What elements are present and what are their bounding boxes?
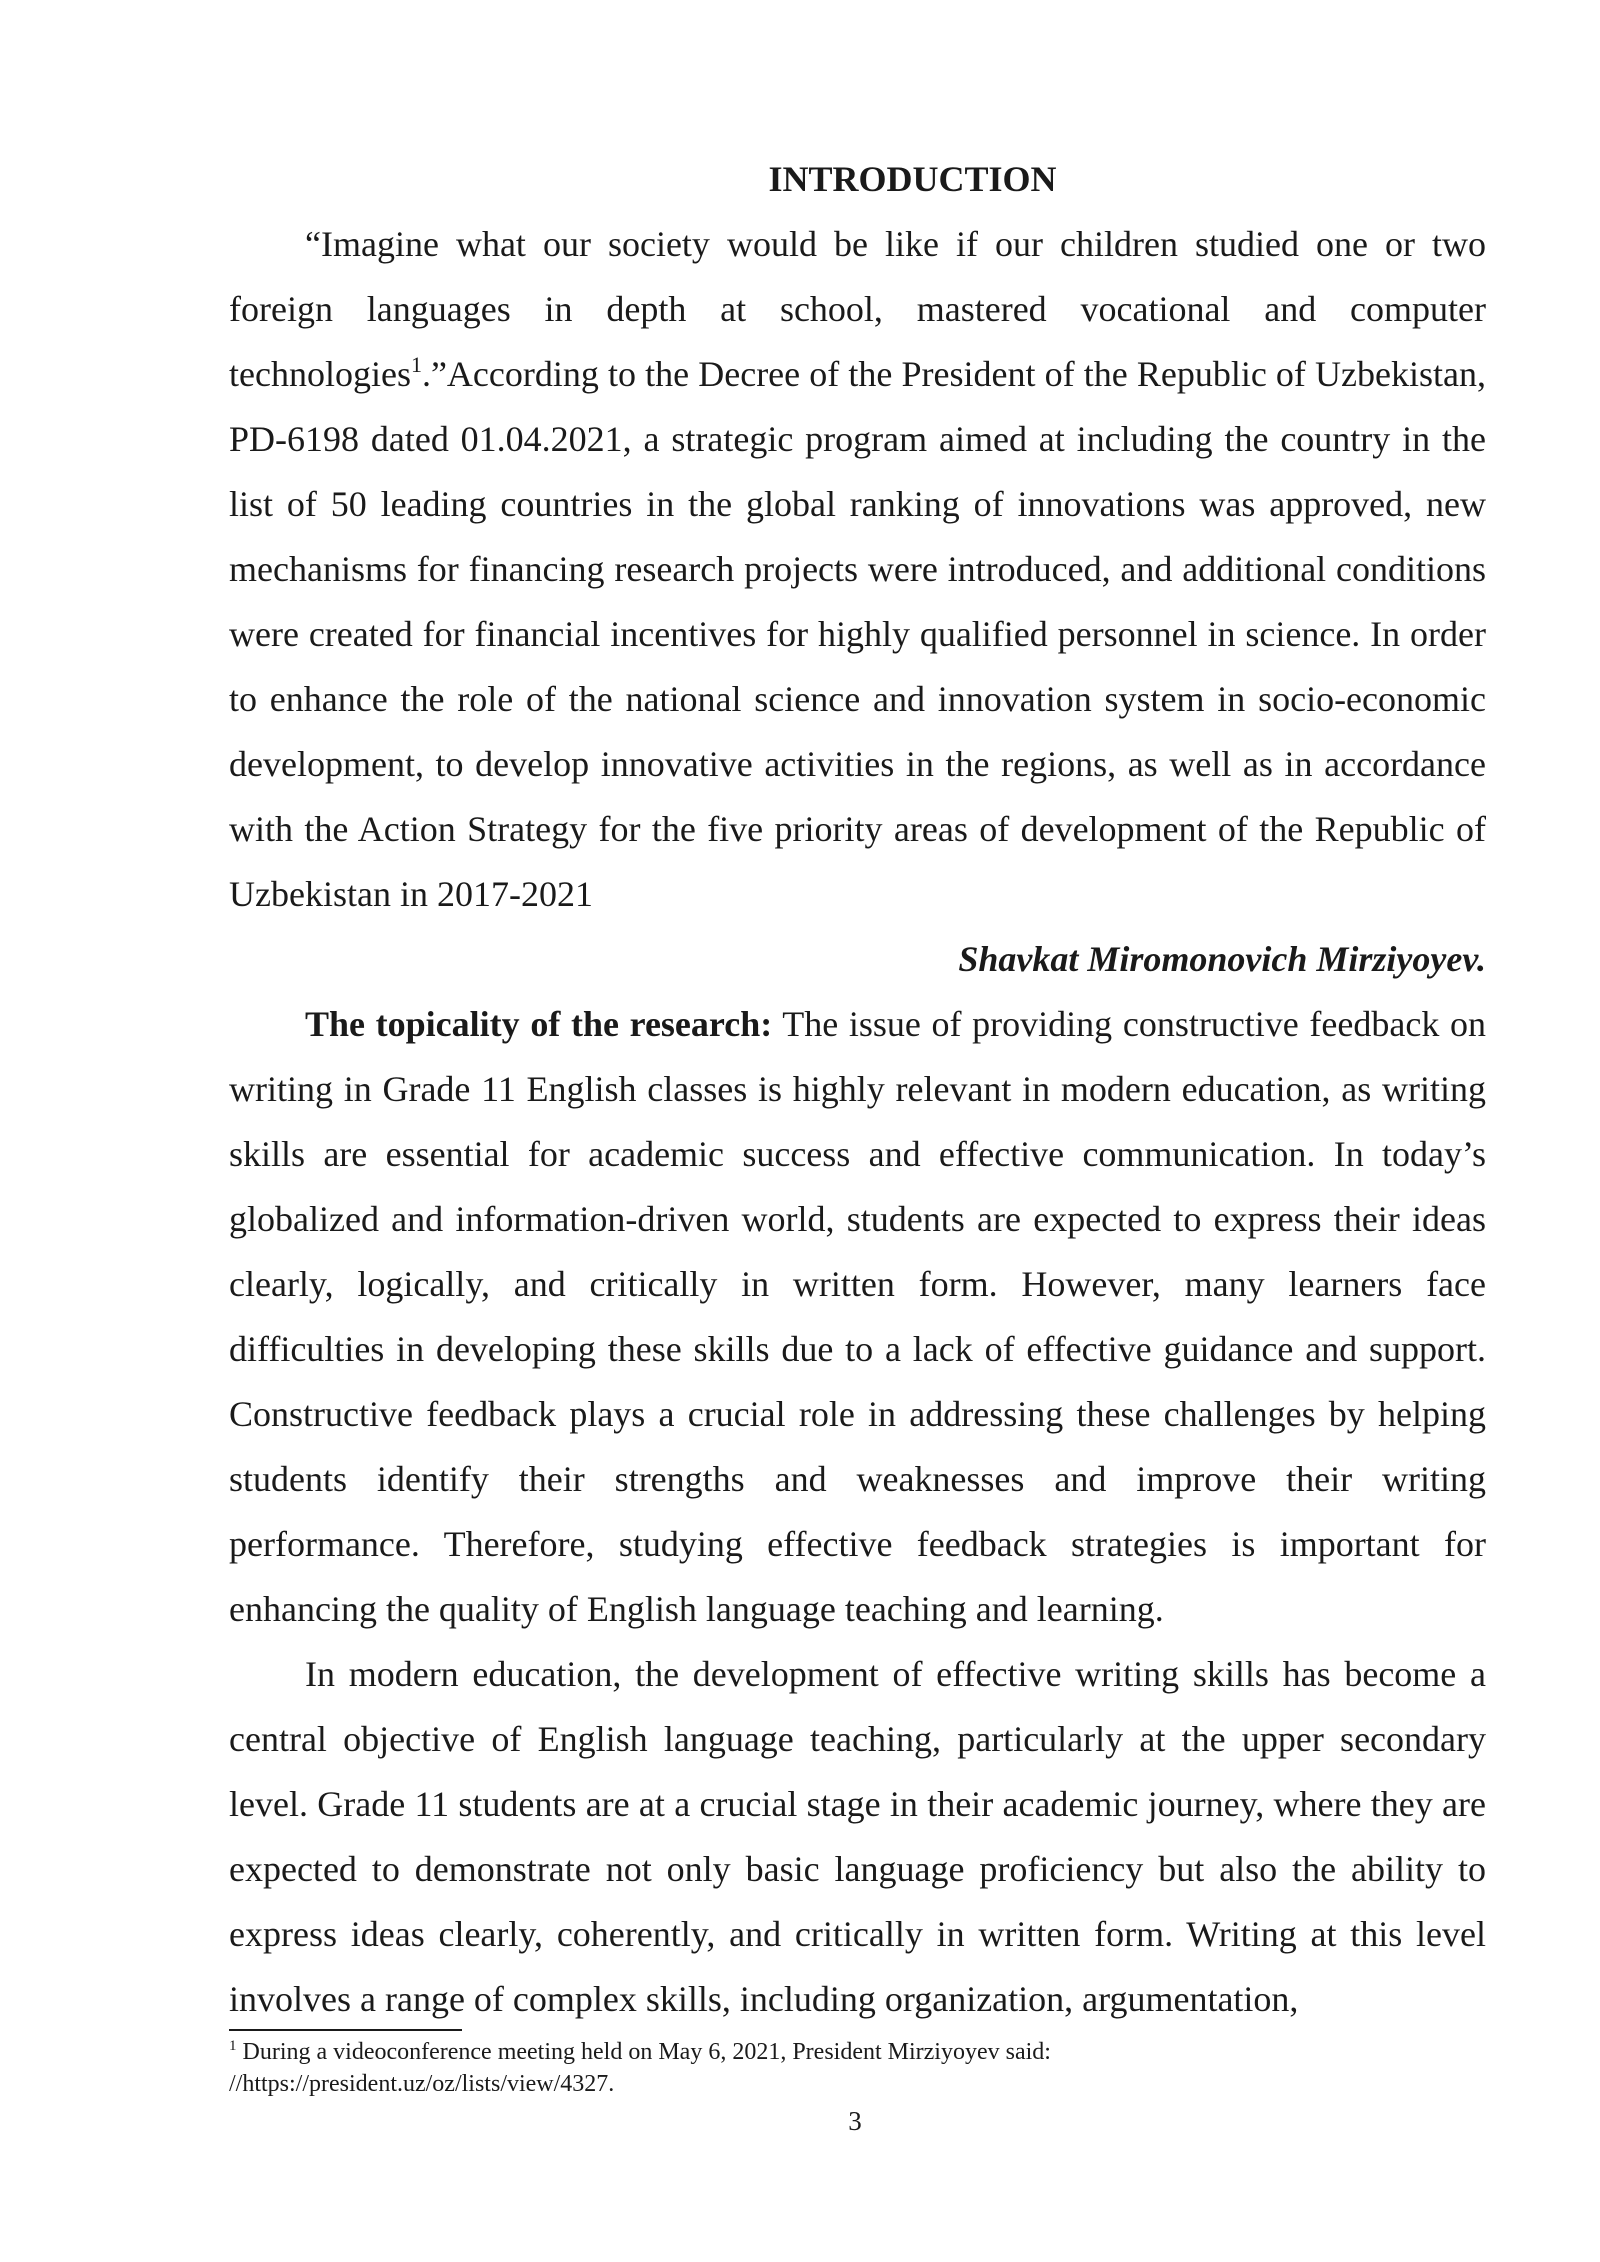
body-text — [229, 147, 1486, 2032]
footnote-number: 1 — [229, 2038, 237, 2054]
section-heading: INTRODUCTION — [768, 159, 1057, 199]
intro-quote-start: “Imagine what our society would be like if our children studied one or two foreign languages in depth at school, mastered vocational and computer technologies — [229, 224, 1486, 394]
topicality-text: The issue of providing constructive feedback on writing in Grade 11 English classes is highly relevant in modern education, as writing skills are essential for academic success and effective communication. In today’s globalized and information-driven world, students are expected to express their ideas clearly, logically, and critically in written form. However, many learners face difficulties in developing these skills due to a lack of effective guidance and support. Constructive feedback plays a crucial role in addressing these challenges by helping students identify their strengths and weaknesses and improve their writing performance. Therefore, studying effective feedback strategies is important for enhancing the quality of English language teaching and learning. — [229, 1004, 1486, 1629]
signature: Shavkat Miromonovich Mirziyoyev. — [958, 939, 1486, 979]
footnote-separator — [229, 2029, 462, 2031]
modern-education-paragraph: In modern education, the development of effective writing skills has become a central objective of English language teaching, particularly at the upper secondary level. Grade 11 students are at a crucial stage in their academic journey, where they are expected to demonstrate not only basic language proficiency but also the ability to express ideas clearly, coherently, and critically in written form. Writing at this level involves a range of complex skills, including organization, argumentation, — [229, 1654, 1486, 2019]
footnote-text: During a videoconference meeting held on May 6, 2021, President Mirziyoyev said: — [236, 2039, 1051, 2065]
footnote-link[interactable]: //https://president.uz/oz/lists/view/4327. — [229, 2071, 615, 2097]
intro-paragraph — [229, 212, 1486, 927]
footnote-reference[interactable]: 1 — [410, 352, 422, 377]
page-number: 3 — [848, 2106, 862, 2136]
topicality-paragraph — [229, 992, 1486, 1642]
footnote — [229, 2036, 1429, 2100]
footnote-line-1 — [229, 2036, 1429, 2068]
topicality-lead: The topicality of the research: — [305, 1004, 773, 1044]
intro-quote-end: .”According to the Decree of the President of the Republic of Uzbekistan, PD-6198 dated 01.04.2021, a strategic program aimed at including the country in the list of 50 leading countries in the global ranking of innovations was approved, new mechanisms for financing research projects were introduced, and additional conditions were created for financial incentives for highly qualified personnel in science. In order to enhance the role of the national science and innovation system in socio-economic development, to develop innovative activities in the regions, as well as in accordance with the Action Strategy for the five priority areas of development of the Republic of Uzbekistan in 2017-2021 — [229, 354, 1486, 914]
